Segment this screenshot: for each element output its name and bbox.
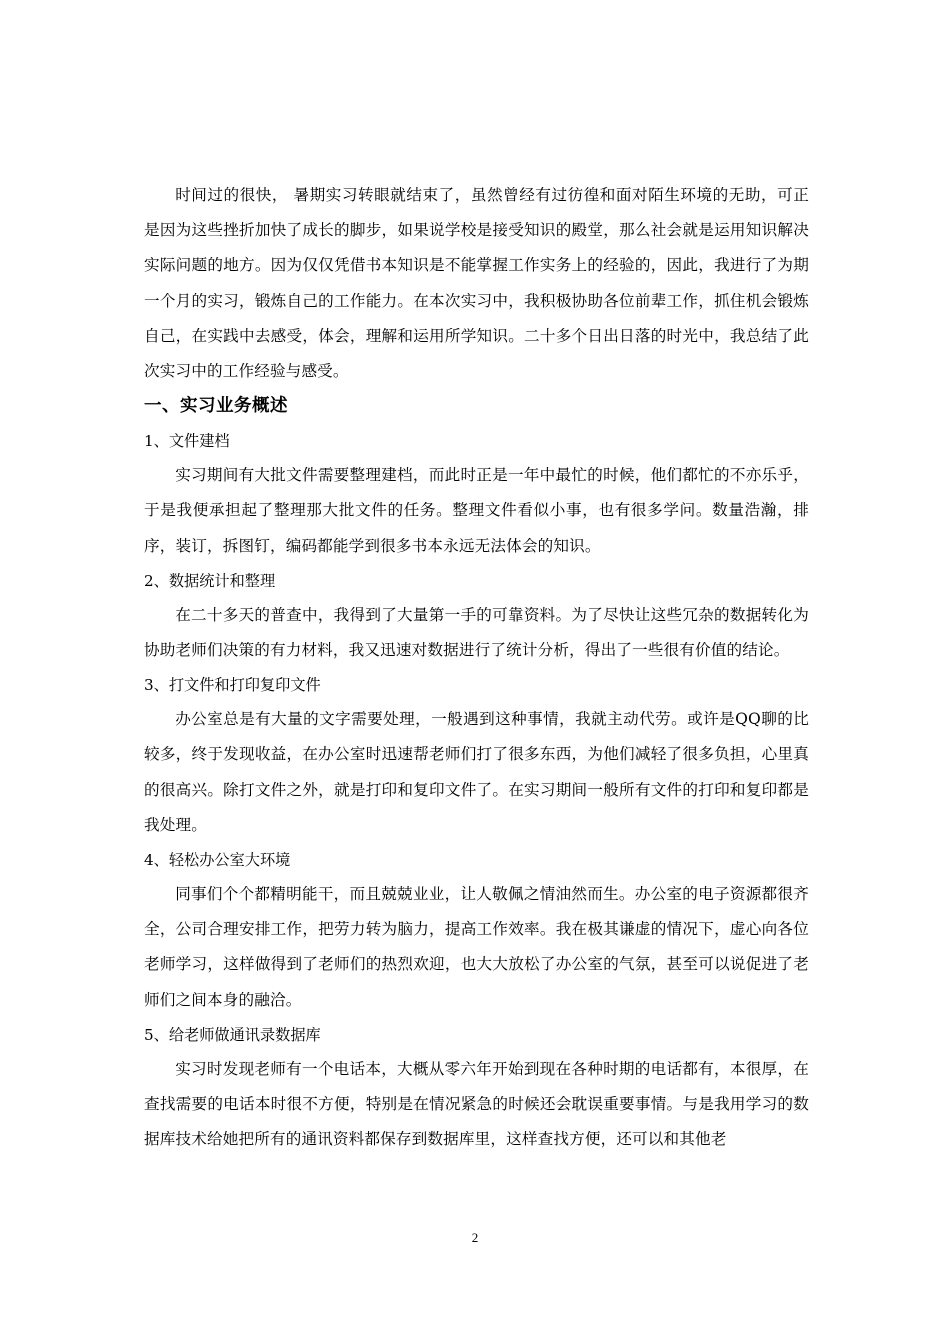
- subsection-body-3: 办公室总是有大量的文字需要处理，一般遇到这种事情，我就主动代劳。或许是QQ聊的比较多，终于发现收益，在办公室时迅速帮老师们打了很多东西，为他们减轻了很多负担，心里真的很高兴。除打文件之外，就是打印和复印文件了。在实习期间一般所有文件的打印和复印都是我处理。: [144, 710, 809, 834]
- subsection-heading-2: 2、数据统计和整理: [144, 571, 276, 590]
- subsection-heading-4: 4、轻松办公室大环境: [144, 851, 291, 870]
- document-body: [144, 178, 809, 1157]
- section-heading: 一、实习业务概述: [144, 396, 288, 417]
- subsection-body-4: 同事们个个都精明能干，而且兢兢业业，让人敬佩之情油然而生。办公室的电子资源都很齐全，公司合理安排工作，把劳力转为脑力，提高工作效率。我在极其谦虚的情况下，虚心向各位老师学习，这样做得到了老师们的热烈欢迎，也大大放松了办公室的气氛，甚至可以说促进了老师们之间本身的融洽。: [144, 885, 809, 1009]
- subsection-heading-5: 5、给老师做通讯录数据库: [144, 1025, 321, 1044]
- subsection-heading-1: 1、文件建档: [144, 432, 230, 451]
- subsection-heading-3: 3、打文件和打印复印文件: [144, 676, 321, 695]
- intro-paragraph: 时间过的很快， 暑期实习转眼就结束了，虽然曾经有过彷徨和面对陌生环境的无助，可正是因为这些挫折加快了成长的脚步，如果说学校是接受知识的殿堂，那么社会就是运用知识解决实际问题的地方。因为仅仅凭借书本知识是不能掌握工作实务上的经验的，因此，我进行了为期一个月的实习，锻炼自己的工作能力。在本次实习中，我积极协助各位前辈工作，抓住机会锻炼自己，在实践中去感受，体会，理解和运用所学知识。二十多个日出日落的时光中，我总结了此次实习中的工作经验与感受。: [144, 186, 809, 381]
- subsection-body-2: 在二十多天的普查中，我得到了大量第一手的可靠资料。为了尽快让这些冗杂的数据转化为协助老师们决策的有力材料，我又迅速对数据进行了统计分析，得出了一些很有价值的结论。: [144, 605, 809, 660]
- page-number: 2: [471, 1230, 479, 1245]
- subsection-body-5: 实习时发现老师有一个电话本，大概从零六年开始到现在各种时期的电话都有，本很厚，在查找需要的电话本时很不方便，特别是在情况紧急的时候还会耽误重要事情。与是我用学习的数据库技术给她把所有的通讯资料都保存到数据库里，这样查找方便，还可以和其他老: [144, 1059, 809, 1149]
- subsection-body-1: 实习期间有大批文件需要整理建档，而此时正是一年中最忙的时候，他们都忙的不亦乐乎，于是我便承担起了整理那大批文件的任务。整理文件看似小事，也有很多学问。数量浩瀚，排序，装订，拆图钉，编码都能学到很多书本永远无法体会的知识。: [144, 466, 809, 555]
